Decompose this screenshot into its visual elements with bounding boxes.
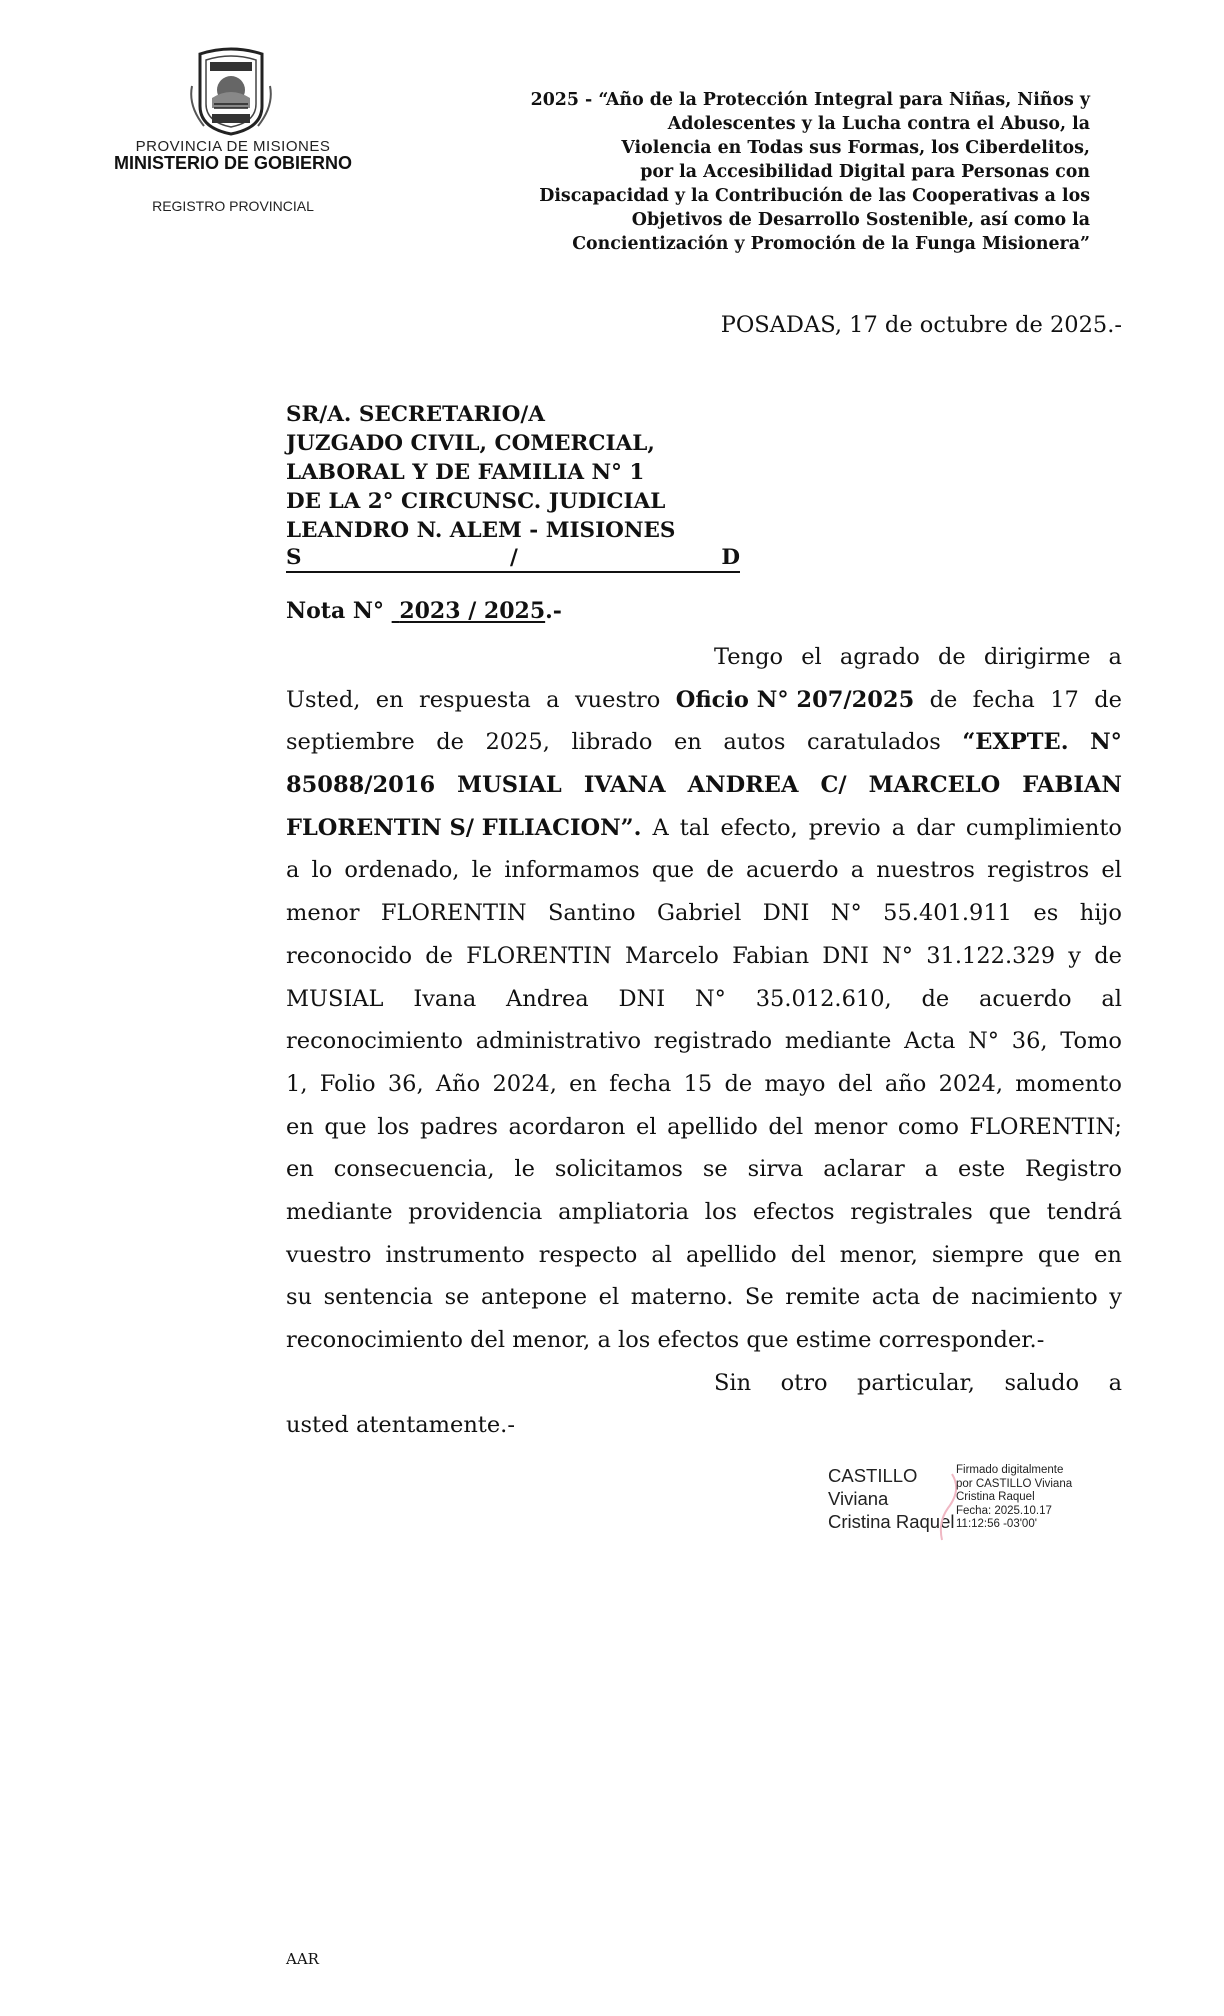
- body-word: 2025,: [485, 729, 550, 756]
- body-word: fecha: [972, 686, 1035, 713]
- body-word: le: [514, 1156, 535, 1183]
- body-word: Sin: [714, 1369, 752, 1396]
- motto-line: por la Accesibilidad Digital para Personas con: [640, 162, 1090, 182]
- body-word: de: [706, 857, 734, 884]
- signer-name-line: Cristina Raquel: [828, 1511, 955, 1532]
- body-line: [286, 1362, 1122, 1405]
- body-word: acta: [871, 1284, 921, 1311]
- addressee-line: DE LA 2° CIRCUNSC. JUDICIAL: [286, 489, 666, 514]
- body-word: Usted,: [286, 686, 361, 713]
- body-word: de: [921, 985, 950, 1012]
- body-word: acuerdo: [746, 857, 839, 884]
- signer-name-line: Viviana: [828, 1488, 889, 1509]
- addressee-slash: /: [510, 545, 518, 570]
- motto-line: Discapacidad y la Contribución de las Cooperativas a los: [539, 186, 1090, 206]
- body-word: hijo: [1079, 900, 1122, 927]
- body-word: MARCELO: [868, 772, 1001, 799]
- body-word: informamos: [504, 857, 640, 884]
- body-word: a: [1108, 1369, 1122, 1396]
- body-word: ANDREA: [687, 772, 799, 799]
- body-word: FABIAN: [1022, 772, 1122, 799]
- body-word: Año: [435, 1070, 481, 1097]
- logo-ministry-text: MINISTERIO DE GOBIERNO: [113, 153, 353, 173]
- body-word: instrumento: [385, 1241, 525, 1268]
- body-word: en: [569, 1070, 597, 1097]
- body-word: 31.122.329: [926, 942, 1056, 969]
- signature-info-line: Fecha: 2025.10.17: [956, 1504, 1052, 1517]
- body-word: acordaron: [508, 1113, 626, 1140]
- body-word: mediante: [286, 1198, 393, 1225]
- body-word: que: [1037, 1241, 1081, 1268]
- body-word: ampliatoria: [558, 1198, 690, 1225]
- body-word: Acta: [904, 1028, 956, 1055]
- note-number: [286, 598, 562, 624]
- body-word: de: [436, 729, 464, 756]
- body-word: Fabian: [732, 942, 810, 969]
- body-word: de: [929, 686, 958, 713]
- body-word: es: [1033, 900, 1059, 927]
- body-word: a: [924, 1156, 939, 1183]
- body-word: los: [377, 1113, 410, 1140]
- body-word: de: [937, 644, 966, 670]
- body-word: 2024,: [492, 1070, 557, 1097]
- body-word: Se: [744, 1284, 774, 1311]
- body-word: 2024,: [938, 1070, 1003, 1097]
- body-word: solicitamos: [554, 1156, 683, 1183]
- body-line: [286, 1020, 1122, 1063]
- province-seal-logo: [186, 46, 276, 136]
- body-word: antepone: [481, 1284, 588, 1311]
- body-word: sentencia: [323, 1284, 434, 1311]
- body-word: N°: [1090, 729, 1122, 756]
- body-word: dirigirme: [983, 644, 1091, 670]
- body-word: materno.: [630, 1284, 734, 1311]
- dateline: POSADAS, 17 de octubre de 2025.-: [720, 312, 1122, 338]
- body-word: FLORENTIN;: [969, 1113, 1122, 1140]
- body-word: nacimiento: [971, 1284, 1098, 1311]
- body-word: N°: [968, 1028, 1000, 1055]
- body-word: Gabriel: [657, 900, 742, 927]
- note-label: Nota N°: [286, 598, 384, 624]
- body-line: [286, 1191, 1122, 1234]
- body-word: de: [1094, 686, 1122, 713]
- body-word: registrado: [653, 1028, 773, 1055]
- body-word: septiembre: [286, 729, 415, 756]
- body-word: Marcelo: [624, 942, 719, 969]
- body-word: y: [1109, 1284, 1122, 1311]
- addressee-block: [286, 400, 675, 545]
- body-word: siempre: [931, 1241, 1024, 1268]
- body-word: el: [636, 1113, 657, 1140]
- body-word: Registro: [1025, 1156, 1122, 1183]
- body-word: nuestros: [876, 857, 975, 884]
- body-word: a: [546, 686, 560, 713]
- body-word: a: [1108, 644, 1122, 670]
- body-word: en: [286, 1113, 314, 1140]
- logo-province-text: PROVINCIA DE MISIONES: [135, 138, 331, 155]
- body-word: apellido: [686, 1241, 777, 1268]
- motto-line: 2025 - “Año de la Protección Integral para Niñas, Niños y: [530, 90, 1090, 110]
- signer-name-line: CASTILLO: [828, 1465, 918, 1486]
- body-word: del: [790, 1241, 826, 1268]
- footer-initials: AAR: [286, 1950, 319, 1968]
- body-word: FLORENTIN: [380, 900, 527, 927]
- signature-info-line: Firmado digitalmente: [956, 1464, 1064, 1476]
- body-word: el: [1101, 857, 1122, 884]
- body-word: a: [850, 857, 865, 884]
- body-line: [286, 1234, 1122, 1277]
- body-word: que: [651, 857, 695, 884]
- body-line: [286, 807, 1122, 850]
- body-word: C/: [820, 772, 847, 799]
- body-word: previo: [808, 814, 881, 841]
- body-word: el: [598, 1284, 620, 1311]
- body-word: particular,: [857, 1369, 975, 1396]
- body-word: ordenado,: [344, 857, 460, 884]
- body-word: vuestro: [574, 686, 661, 713]
- addressee-s-d-line: [286, 545, 740, 573]
- body-word: mayo: [764, 1070, 826, 1097]
- body-word: agrado: [839, 644, 920, 670]
- body-line: [286, 636, 1122, 679]
- addressee-line: SR/A. SECRETARIO/A: [286, 402, 545, 427]
- motto-line: Adolescentes y la Lucha contra el Abuso, la: [667, 114, 1090, 134]
- body-word: que: [324, 1113, 367, 1140]
- body-word: al: [1101, 985, 1122, 1012]
- motto-line: Objetivos de Desarrollo Sostenible, así como la: [631, 210, 1090, 230]
- body-word: reconocimiento: [286, 1028, 463, 1055]
- body-word: este: [958, 1156, 1006, 1183]
- body-word: 35.012.610,: [755, 985, 892, 1012]
- body-word: del: [837, 1070, 873, 1097]
- body-word: tal: [679, 814, 710, 841]
- body-word: 55.401.911: [883, 900, 1012, 927]
- addressee-s: S: [286, 545, 302, 570]
- body-word: otro: [780, 1369, 828, 1396]
- body-word: Ivana: [413, 985, 477, 1012]
- addressee-line: LEANDRO N. ALEM - MISIONES: [286, 518, 676, 543]
- body-word: cumplimiento: [965, 814, 1122, 841]
- body-word: como: [897, 1113, 959, 1140]
- addressee-line: LABORAL Y DE FAMILIA N° 1: [286, 460, 645, 485]
- body-word: dar: [916, 814, 955, 841]
- body-word: en: [673, 729, 702, 756]
- body-word: respuesta: [418, 686, 531, 713]
- body-line: [286, 764, 1122, 807]
- signature-info-line: Cristina Raquel: [956, 1491, 1035, 1503]
- body-word: se: [702, 1156, 728, 1183]
- body-word: que: [988, 1198, 1031, 1225]
- body-word: Oficio N° 207/2025: [675, 686, 915, 713]
- body-word: autos: [723, 729, 786, 756]
- note-number-value: 2023 / 2025: [399, 598, 546, 624]
- body-word: de: [425, 942, 453, 969]
- body-word: DNI: [618, 985, 666, 1012]
- addressee-line: JUZGADO CIVIL, COMERCIAL,: [286, 431, 655, 456]
- body-word: efectos: [752, 1198, 835, 1225]
- body-word: al: [651, 1241, 672, 1268]
- body-word: padres: [420, 1113, 498, 1140]
- note-suffix: .-: [545, 598, 562, 624]
- signature-info-line: 11:12:56 -03'00': [956, 1518, 1037, 1530]
- body-line: [286, 679, 1122, 722]
- body-line: [286, 1276, 1122, 1319]
- body-word: fecha: [609, 1070, 672, 1097]
- body-word: 15: [683, 1070, 713, 1097]
- body-word: le: [471, 857, 493, 884]
- body-word: 17: [1050, 686, 1079, 713]
- body-word: saludo: [1004, 1369, 1080, 1396]
- body-word: vuestro: [286, 1241, 372, 1268]
- body-word: del: [768, 1113, 804, 1140]
- body-word: Tomo: [1060, 1028, 1122, 1055]
- signature-info: [956, 1464, 1072, 1532]
- body-word: 85088/2016: [286, 772, 436, 799]
- body-line: usted atentamente.-: [286, 1412, 515, 1439]
- body-word: 36,: [1011, 1028, 1048, 1055]
- body-word: consecuencia,: [333, 1156, 495, 1183]
- signature-info-line: por CASTILLO Viviana: [956, 1477, 1073, 1490]
- body-word: remite: [785, 1284, 861, 1311]
- body-word: tendrá: [1046, 1198, 1122, 1225]
- year-motto: [470, 88, 1090, 256]
- digital-signature: [828, 1464, 1158, 1544]
- body-line: [286, 1106, 1122, 1149]
- body-word: apellido: [667, 1113, 758, 1140]
- body-line: [286, 935, 1122, 978]
- body-word: año: [884, 1070, 927, 1097]
- body-word: efecto,: [720, 814, 798, 841]
- body-word: 1,: [286, 1070, 308, 1097]
- body-word: acuerdo: [979, 985, 1072, 1012]
- letter-body: [286, 636, 1122, 1447]
- motto-line: Violencia en Todas sus Formas, los Ciberdelitos,: [621, 138, 1090, 158]
- body-word: N°: [830, 900, 862, 927]
- body-word: de: [1094, 942, 1122, 969]
- body-word: aclarar: [823, 1156, 905, 1183]
- body-word: el: [801, 644, 822, 670]
- body-word: “EXPTE.: [962, 729, 1069, 756]
- body-word: providencia: [408, 1198, 543, 1225]
- body-word: caratulados: [806, 729, 941, 756]
- body-word: a: [891, 814, 906, 841]
- body-word: menor,: [839, 1241, 918, 1268]
- body-word: sirva: [747, 1156, 804, 1183]
- body-word: en: [286, 1156, 314, 1183]
- body-word: de: [931, 1284, 960, 1311]
- body-word: los: [704, 1198, 738, 1225]
- logo-registry-text: REGISTRO PROVINCIAL: [152, 198, 314, 214]
- motto-line: Concientización y Promoción de la Funga Misionera”: [572, 234, 1090, 254]
- body-word: menor: [286, 900, 360, 927]
- body-line: [286, 721, 1122, 764]
- body-word: en: [1094, 1241, 1122, 1268]
- body-word: IVANA: [583, 772, 666, 799]
- body-word: N°: [882, 942, 914, 969]
- body-word: lo: [311, 857, 333, 884]
- body-word: 36,: [387, 1070, 424, 1097]
- body-word: MUSIAL: [286, 985, 384, 1012]
- body-word: registros: [987, 857, 1090, 884]
- body-word: DNI: [822, 942, 869, 969]
- body-word: administrativo: [475, 1028, 641, 1055]
- body-word: Tengo: [714, 644, 784, 670]
- body-word: Santino: [547, 900, 636, 927]
- body-word: A: [652, 814, 669, 841]
- body-word: N°: [694, 985, 726, 1012]
- body-word: FLORENTIN S/ FILIACION”.: [286, 814, 642, 841]
- body-word: y: [1068, 942, 1081, 969]
- body-word: respecto: [538, 1241, 638, 1268]
- body-word: FLORENTIN: [466, 942, 612, 969]
- body-line: [286, 892, 1122, 935]
- body-word: se: [444, 1284, 470, 1311]
- body-word: a: [286, 857, 300, 884]
- body-word: Andrea: [506, 985, 589, 1012]
- body-word: DNI: [762, 900, 810, 927]
- addressee-d: D: [721, 545, 740, 570]
- body-line: [286, 978, 1122, 1021]
- body-word: Folio: [319, 1070, 376, 1097]
- body-word: registrales: [850, 1198, 973, 1225]
- body-word: en: [375, 686, 404, 713]
- body-word: MUSIAL: [457, 772, 562, 799]
- body-word: librado: [571, 729, 653, 756]
- body-line: [286, 1148, 1122, 1191]
- body-word: su: [286, 1284, 313, 1311]
- body-word: reconocido: [286, 942, 413, 969]
- body-word: mediante: [784, 1028, 892, 1055]
- body-word: menor: [813, 1113, 888, 1140]
- body-line: [286, 849, 1122, 892]
- body-line: [286, 1063, 1122, 1106]
- body-line: reconocimiento del menor, a los efectos que estime corresponder.-: [286, 1327, 1045, 1353]
- body-word: momento: [1015, 1070, 1122, 1097]
- body-word: de: [724, 1070, 753, 1097]
